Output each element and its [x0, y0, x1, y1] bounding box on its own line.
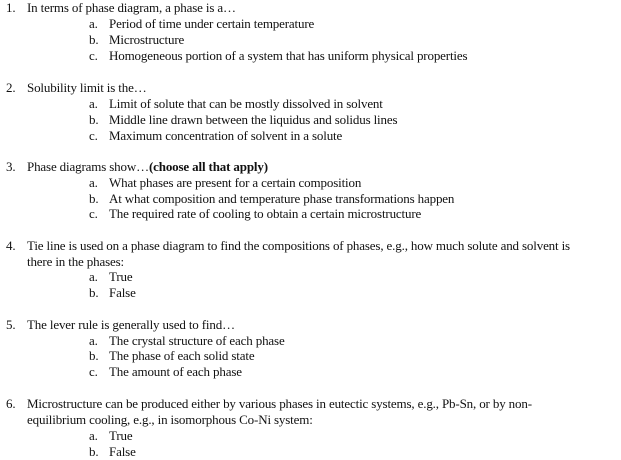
option-letter: a.	[89, 428, 98, 443]
option-letter: a.	[89, 269, 98, 284]
option-letter: c.	[89, 364, 98, 379]
option-text: Middle line drawn between the liquidus and solidus lines	[109, 112, 398, 127]
option-text: The required rate of cooling to obtain a certain microstructure	[109, 206, 422, 221]
option-letter: a.	[89, 333, 98, 348]
question-number: 6.	[6, 396, 16, 411]
question-number: 4.	[6, 238, 16, 253]
option-text: Homogeneous portion of a system that has uniform physical properties	[109, 48, 468, 63]
question-text: Solubility limit is the…	[27, 80, 147, 95]
question-text: Tie line is used on a phase diagram to find the compositions of phases, e.g., how much solute and solvent is	[27, 238, 570, 253]
question-number: 5.	[6, 317, 16, 332]
question-text-continued: equilibrium cooling, e.g., in isomorphous Co-Ni system:	[27, 412, 313, 427]
option-text: Maximum concentration of solvent in a solute	[109, 128, 343, 143]
question-number: 2.	[6, 80, 16, 95]
question-text-continued: there in the phases:	[27, 254, 124, 269]
option-letter: b.	[89, 348, 99, 363]
option-text: Period of time under certain temperature	[109, 16, 315, 31]
option-text: The phase of each solid state	[109, 348, 255, 363]
question-stem: Phase diagrams show…	[27, 159, 149, 174]
option-letter: b.	[89, 285, 99, 300]
question-text	[27, 159, 268, 175]
option-letter: b.	[89, 32, 99, 47]
option-text: False	[109, 444, 136, 459]
question-text: The lever rule is generally used to find…	[27, 317, 235, 332]
option-text: The crystal structure of each phase	[109, 333, 285, 348]
option-letter: b.	[89, 191, 99, 206]
option-text: At what composition and temperature phase transformations happen	[109, 191, 455, 206]
option-letter: a.	[89, 16, 98, 31]
option-letter: a.	[89, 96, 98, 111]
option-letter: a.	[89, 175, 98, 190]
question-number: 1.	[6, 0, 16, 15]
option-text: What phases are present for a certain composition	[109, 175, 362, 190]
option-text: Microstructure	[109, 32, 185, 47]
question-number: 3.	[6, 159, 16, 174]
option-text: The amount of each phase	[109, 364, 242, 379]
option-letter: c.	[89, 48, 98, 63]
option-text: True	[109, 269, 133, 284]
option-text: False	[109, 285, 136, 300]
question-emphasis: (choose all that apply)	[148, 159, 268, 174]
option-text: True	[109, 428, 133, 443]
option-letter: c.	[89, 128, 98, 143]
question-text: In terms of phase diagram, a phase is a…	[27, 0, 236, 15]
question-text: Microstructure can be produced either by various phases in eutectic systems, e.g., Pb-Sn, or by non-	[27, 396, 532, 411]
option-letter: c.	[89, 206, 98, 221]
option-text: Limit of solute that can be mostly dissolved in solvent	[109, 96, 383, 111]
option-letter: b.	[89, 112, 99, 127]
option-letter: b.	[89, 444, 99, 459]
